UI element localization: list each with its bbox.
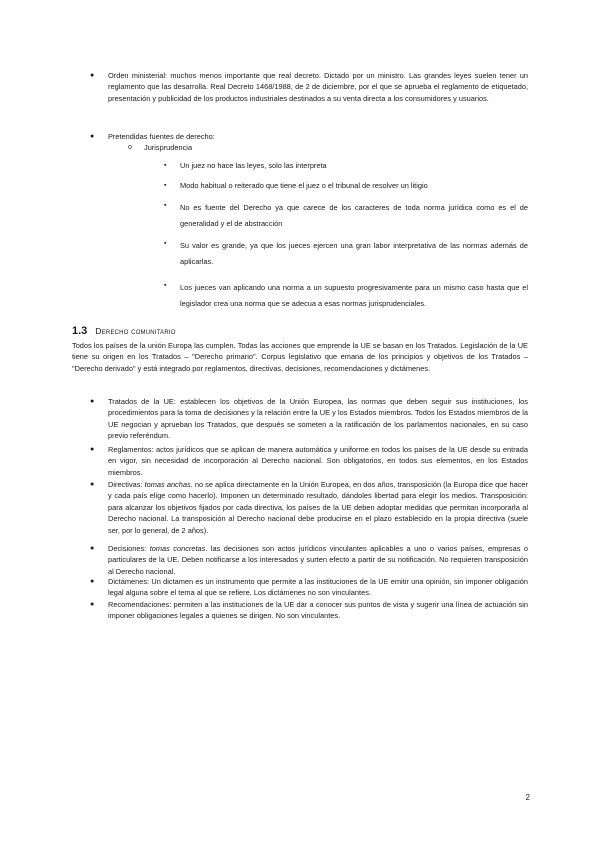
sub-list-item-text: Jurisprudencia xyxy=(144,143,193,152)
square-bullet-icon: ▪ xyxy=(164,162,167,169)
section-title: Derecho comunitario xyxy=(95,326,176,336)
section-heading xyxy=(72,325,176,337)
bullet-icon: ● xyxy=(90,601,95,608)
list-item xyxy=(90,576,528,599)
nested-list-item xyxy=(164,160,528,171)
nested-list-item xyxy=(164,238,528,270)
nested-list-item xyxy=(164,280,528,312)
list-item-text: Pretendidas fuentes de derecho: xyxy=(108,132,215,141)
list-item xyxy=(90,131,528,142)
bullet-icon: ● xyxy=(90,545,95,552)
bullet-icon: ● xyxy=(90,578,95,585)
list-item-text: Orden ministerial: muchos menos importante que real decreto. Dictado por un ministro. Las grandes leyes suelen tener un reglamento que las desarrolla. Real Decreto 1468/1988, de 2 de diciembre, por el que se aprueba el reglamento de etiquetado, presentación y publicidad de los productos industriales destinados a su venta directa a los consumidores y usuarios. xyxy=(108,71,528,103)
list-item xyxy=(90,479,528,536)
section-number: 1.3 xyxy=(72,325,88,337)
list-item xyxy=(90,444,528,478)
bullet-icon: ● xyxy=(90,133,95,140)
circle-bullet-icon: o xyxy=(128,144,132,151)
page-number: 2 xyxy=(525,793,530,802)
list-item-text: Dictámenes: Un dictamen es un instrumento que permite a las instituciones de la UE emitir una opinión, sin imponer obligación legal alguna sobre el tema al que se refiere. Los dictámenes no son vinculantes. xyxy=(108,577,528,598)
square-bullet-icon: ▪ xyxy=(164,182,167,189)
list-item xyxy=(90,543,528,577)
list-item-text: Decisiones: tomas concretas. las decisiones son actos jurídicos vinculantes aplicables a uno o varios países, empresas o particulares de la UE. Deben notificarse a los interesados y surten efecto a partir de su notificación. No requieren transposición al Derecho nacional. xyxy=(108,544,528,576)
nested-list-item-text: Un juez no hace las leyes, solo las interpreta xyxy=(180,161,327,170)
list-item xyxy=(90,599,528,622)
bullet-icon: ● xyxy=(90,398,95,405)
list-item-text: Reglamentos: actos jurídicos que se aplican de manera automática y uniforme en todos los países de la UE desde su entrada en vigor, sin necesidad de incorporación al Derecho nacional. Son obligatorios, en todos sus elementos, en los Estados miembros. xyxy=(108,445,528,477)
bullet-icon: ● xyxy=(90,72,95,79)
list-item-text: Recomendaciones: permiten a las instituciones de la UE dar a conocer sus puntos de vista y sugerir una línea de actuación sin imponer obligaciones legales a quienes se dirigen. No son vinculantes. xyxy=(108,600,528,621)
nested-list-item-text: Su valor es grande, ya que los jueces ejercen una gran labor interpretativa de las normas además de aplicarlas. xyxy=(180,241,528,266)
list-item xyxy=(90,70,528,104)
list-item-text: Directivas: tomas anchas. no se aplica directamente en la Unión Europea, en dos años, transposición (la Europa dice que hacer y cada país elige como hacerlo). Imponen un determinado resultado, dándoles libertad para elegir los medios. Transposición: para alcanzar los objetivos fijados por cada directiva, los países de la UE deben adoptar medidas que permitan incorporarla al Derecho nacional. La transposición al Derecho nacional debe producirse en el plazo establecido en la propia directiva (suele ser, por lo general, de 2 años). xyxy=(108,480,528,535)
square-bullet-icon: ▪ xyxy=(164,282,167,289)
square-bullet-icon: ▪ xyxy=(164,240,167,247)
square-bullet-icon: ▪ xyxy=(164,202,167,209)
nested-list-item-text: Modo habitual o reiterado que tiene el juez o el tribunal de resolver un litigio xyxy=(180,181,428,190)
bullet-icon: ● xyxy=(90,481,95,488)
list-item-text: Tratados de la UE: establecen los objetivos de la Unión Europea, las normas que deben seguir sus instituciones, los procedimientos para la toma de decisiones y la relación entre la UE y los Estados miembros. Todos los Estados miembros de la UE negocian y aprueban los Tratados, que después se someten a la ratificación de los parlamentos nacionales, en su caso previo referéndum. xyxy=(108,397,528,441)
nested-list-item-text: Los jueces van aplicando una norma a un supuesto progresivamente para un mismo caso hasta que el legislador crea una norma que se adecua a esas normas jurisprudenciales. xyxy=(180,283,528,308)
nested-list-item xyxy=(164,200,528,232)
list-item xyxy=(90,396,528,442)
nested-list-item xyxy=(164,180,528,191)
bullet-icon: ● xyxy=(90,446,95,453)
nested-list-item-text: No es fuente del Derecho ya que carece de los caracteres de toda norma jurídica como es el de generalidad y el de abstracción xyxy=(180,203,528,228)
sub-list-item xyxy=(128,142,528,153)
section-intro: Todos los países de la unión Europa las cumplen. Todas las acciones que emprende la UE se basan en los Tratados. Legislación de la UE tiene su origen en los Tratados – "Derecho primario". Corpus legislativo que emana de los principios y objetivos de los Tratados – "Derecho derivado" y está integrado por reglamentos, directivas, decisiones, recomendaciones y dictámenes. xyxy=(72,341,528,373)
